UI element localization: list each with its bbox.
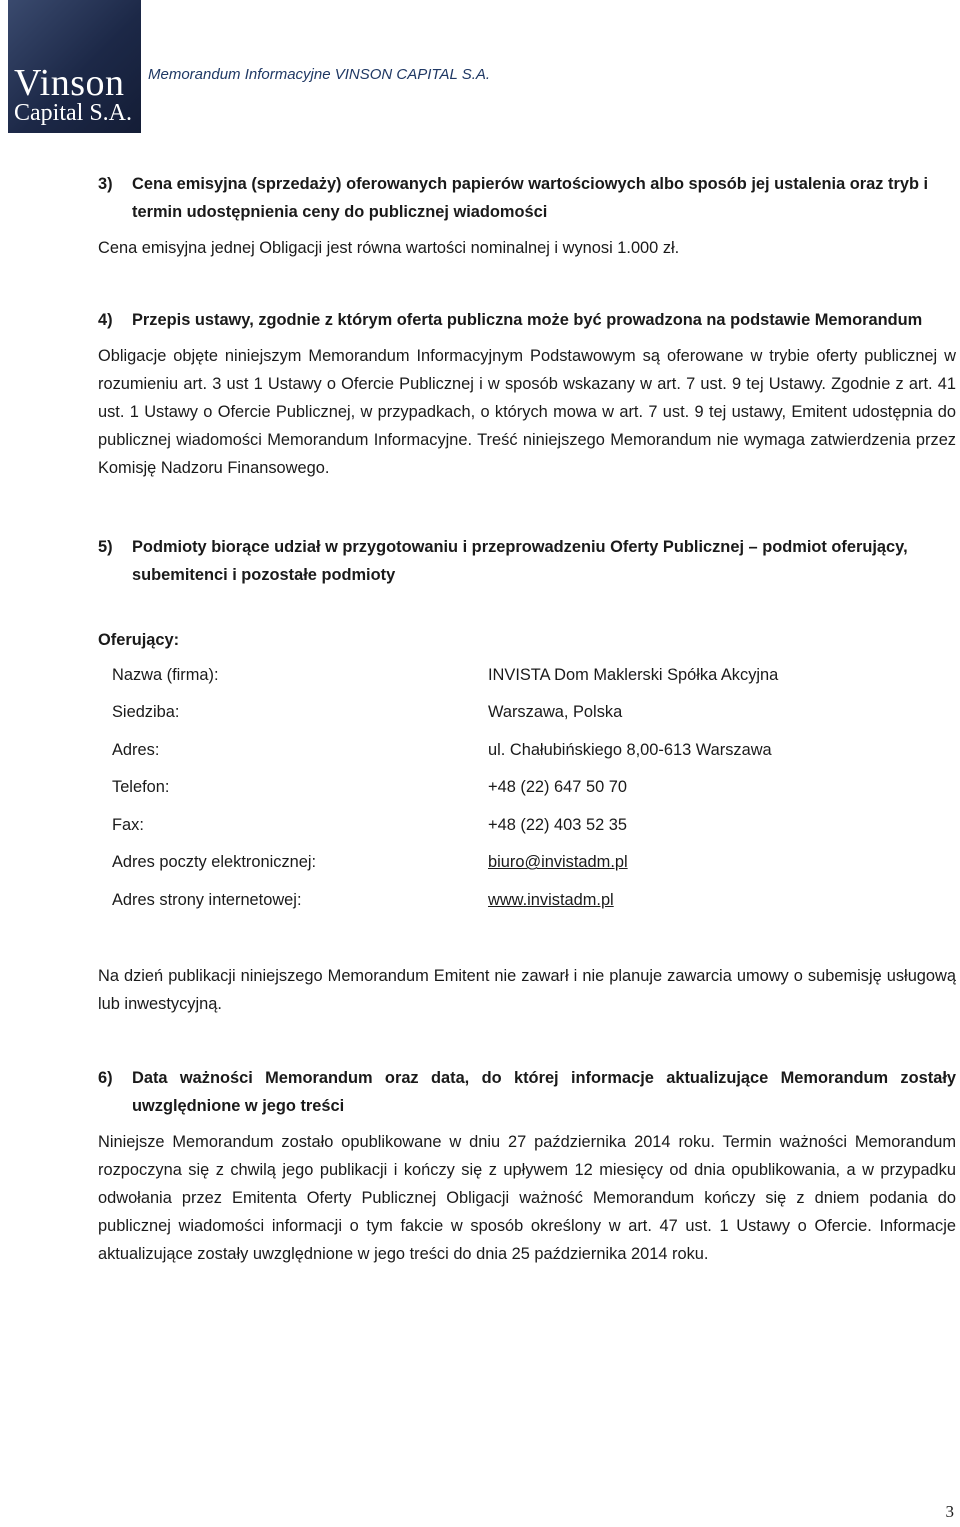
info-row-website xyxy=(98,881,956,919)
section-6-heading xyxy=(98,1064,956,1120)
logo-text-line1: Vinson xyxy=(14,62,125,104)
email-link[interactable]: biuro@invistadm.pl xyxy=(488,853,628,872)
offering-party-subheading: Oferujący: xyxy=(98,631,180,649)
section-3-title: Cena emisyjna (sprzedaży) oferowanych papierów wartościowych albo sposób jej ustalenia oraz tryb i termin udostępnienia ceny do publicznej wiadomości xyxy=(132,175,929,221)
section-5-note: Na dzień publikacji niniejszego Memorandum Emitent nie zawarł i nie planuje zawarcia umowy o subemisję usługową lub inwestycyjną. xyxy=(98,966,956,1013)
section-5-heading xyxy=(98,533,956,589)
section-3-number: 3) xyxy=(98,175,113,193)
info-row-address xyxy=(98,731,956,769)
section-5-number: 5) xyxy=(98,538,113,556)
info-value: Warszawa, Polska xyxy=(488,703,623,722)
section-6-number: 6) xyxy=(98,1068,113,1087)
info-row-seat xyxy=(98,694,956,732)
website-link[interactable]: www.invistadm.pl xyxy=(488,890,614,909)
document-header-title: Memorandum Informacyjne VINSON CAPITAL S.A. xyxy=(148,66,491,83)
section-3-heading xyxy=(98,170,956,226)
info-row-email xyxy=(98,844,956,882)
info-value: INVISTA Dom Maklerski Spółka Akcyjna xyxy=(488,665,779,684)
info-row-phone xyxy=(98,769,956,807)
offering-party-details xyxy=(98,656,956,919)
info-row-name xyxy=(98,656,956,694)
info-value: +48 (22) 403 52 35 xyxy=(488,815,627,834)
info-row-fax xyxy=(98,806,956,844)
info-label: Nazwa (firma): xyxy=(112,665,219,684)
section-4-title: Przepis ustawy, zgodnie z którym oferta publiczna może być prowadzona na podstawie Memorandum xyxy=(132,311,923,329)
info-value: +48 (22) 647 50 70 xyxy=(488,778,627,797)
info-label: Siedziba: xyxy=(112,703,180,722)
info-value-wrap xyxy=(488,886,614,914)
section-3-body: Cena emisyjna jednej Obligacji jest równa wartości nominalnej i wynosi 1.000 zł. xyxy=(98,239,680,257)
info-label: Fax: xyxy=(112,815,144,834)
info-value: ul. Chałubińskiego 8,00-613 Warszawa xyxy=(488,740,772,759)
section-6-title: Data ważności Memorandum oraz data, do której informacje aktualizujące Memorandum zostały uwzględnione w jego treści xyxy=(132,1068,956,1115)
logo-text-line2: Capital S.A. xyxy=(14,100,132,126)
company-logo xyxy=(8,0,141,133)
info-label: Adres: xyxy=(112,740,160,759)
info-label: Telefon: xyxy=(112,778,170,797)
section-5-title: Podmioty biorące udział w przygotowaniu i przeprowadzeniu Oferty Publicznej – podmiot oferujący, subemitenci i pozostałe podmioty xyxy=(132,538,908,584)
section-6-body: Niniejsze Memorandum zostało opublikowane w dniu 27 października 2014 roku. Termin ważności Memorandum rozpoczyna się z chwilą jego publikacji i kończy się z upływem 12 miesięcy od dnia opublikowania, a w przypadku odwołania przez Emitenta Oferty Publicznej Obligacji ważność Memorandum kończy się z dniem podania do publicznej wiadomości informacji o tym fakcie w sposób określony w art. 47 ust. 1 Ustawy o Ofercie. Informacje aktualizujące zostały uwzględnione w jego treści do dnia 25 października 2014 roku. xyxy=(98,1132,956,1263)
page-number: 3 xyxy=(945,1502,954,1521)
section-4-body: Obligacje objęte niniejszym Memorandum Informacyjnym Podstawowym są oferowane w trybie oferty publicznej w rozumieniu art. 3 ust 1 Ustawy o Ofercie Publicznej i w sposób wskazany w art. 7 ust. 9 tej Ustawy. Zgodnie z art. 41 ust. 1 Ustawy o Ofercie Publicznej, w przypadkach, o których mowa w art. 7 ust. 9 tej ustawy, Emitent udostępnia do publicznej wiadomości Memorandum Informacyjne. Treść niniejszego Memorandum nie wymaga zatwierdzenia przez Komisję Nadzoru Finansowego. xyxy=(98,347,956,477)
info-label: Adres poczty elektronicznej: xyxy=(112,853,317,872)
info-label: Adres strony internetowej: xyxy=(112,890,302,909)
info-value-wrap xyxy=(488,848,628,876)
document-body xyxy=(98,170,956,1268)
section-4-number: 4) xyxy=(98,311,113,329)
section-4-heading xyxy=(98,306,956,334)
